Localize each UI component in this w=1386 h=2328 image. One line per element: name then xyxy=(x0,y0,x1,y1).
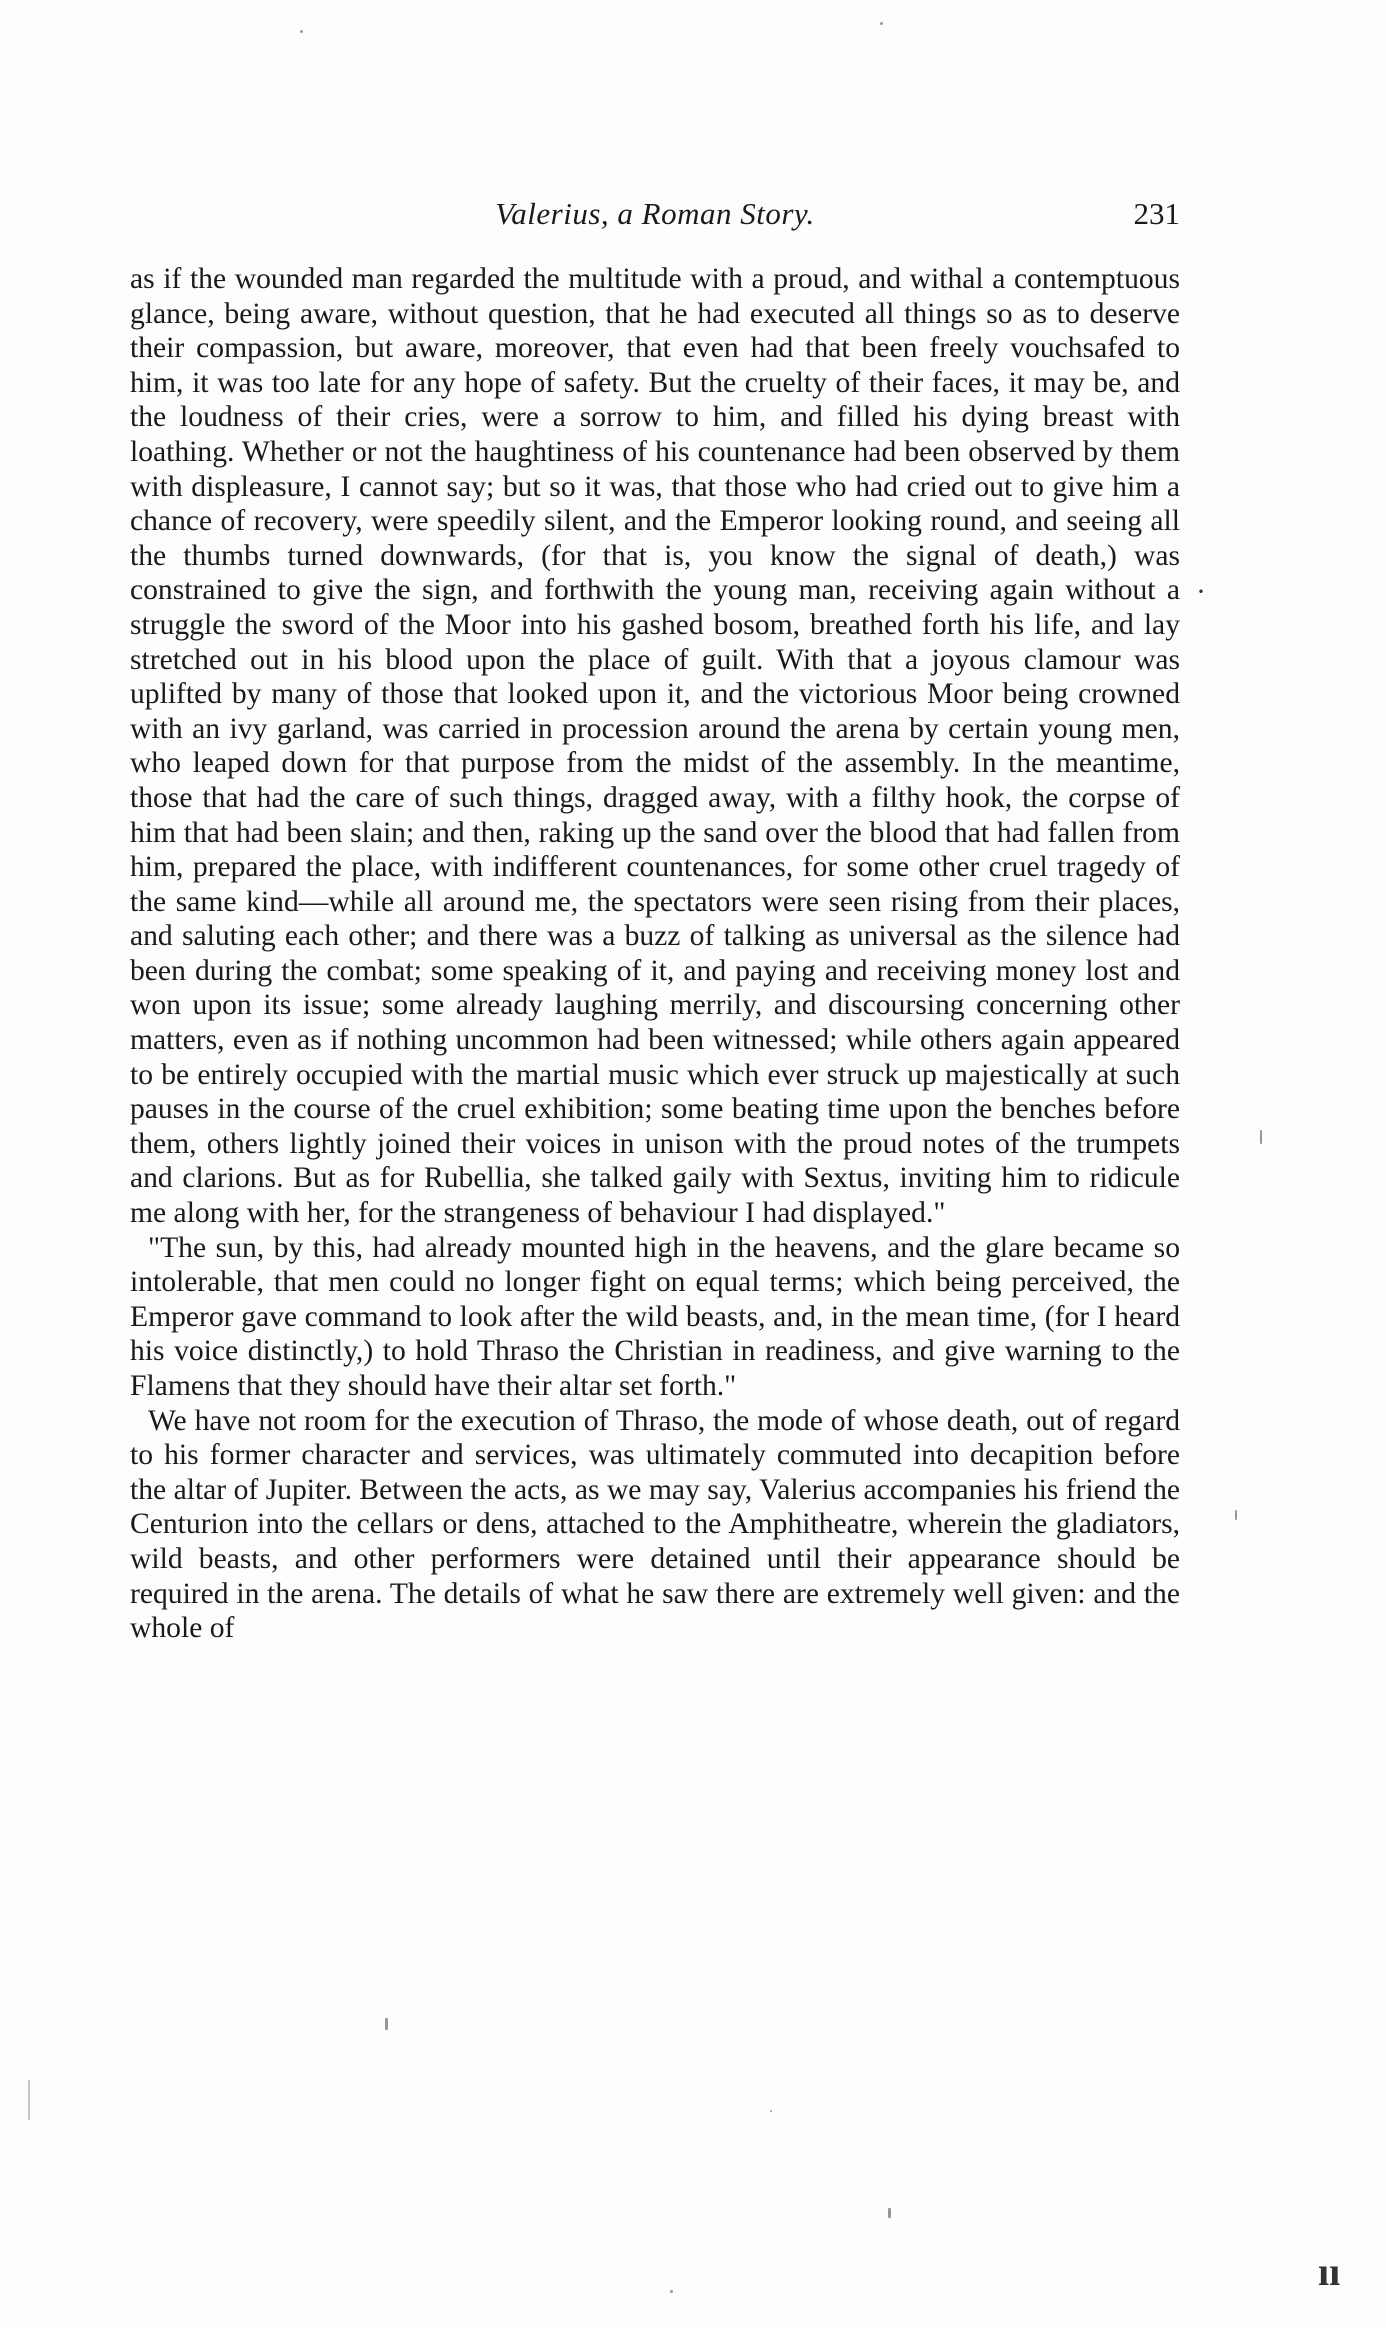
scan-speckle xyxy=(670,2290,673,2293)
page-number: 231 xyxy=(1133,196,1180,231)
paragraph-1: as if the wounded man regarded the multitude with a proud, and withal a contemptuous glance, being aware, without question, that he had executed all things so as to deserve their compassion, but aware, moreover, that even had that been freely vouchsafed to him, it was too late for any hope of safety. But the cruelty of their faces, it may be, and the loudness of their cries, were a sorrow to him, and filled his dying breast with loathing. Whether or not the haughtiness of his countenance had been observed by them with displeasure, I cannot say; but so it was, that those who had cried out to give him a chance of recovery, were speedily silent, and the Emperor looking round, and seeing all the thumbs turned downwards, (for that is, you know the signal of death,) was constrained to give the sign, and forthwith the young man, receiving again without a struggle the sword of the Moor into his gashed bosom, breathed forth his life, and lay stretched out in his blood upon the place of guilt. With that a joyous clamour was uplifted by many of those that looked upon it, and the victorious Moor being crowned with an ivy garland, was carried in procession around the arena by certain young men, who leaped down for that purpose from the midst of the assembly. In the meantime, those that had the care of such things, dragged away, with a filthy hook, the corpse of him that had been slain; and then, raking up the sand over the blood that had fallen from him, prepared the place, with indifferent countenances, for some other cruel tragedy of the same kind—while all around me, the spectators were seen rising from their places, and saluting each other; and there was a buzz of talking as universal as the silence had been during the combat; some speaking of it, and paying and receiving money lost and won upon its issue; some already laughing merrily, and discoursing concerning other matters, even as if nothing uncommon had been witnessed; while others again appeared to be entirely occupied with the martial music which ever struck up majestically at such pauses in the course of the cruel exhibition; some beating time upon the benches before them, others lightly joined their voices in unison with the proud notes of the trumpets and clarions. But as for Rubellia, she talked gaily with Sextus, inviting him to ridicule me along with her, for the strangeness of behaviour I had displayed." xyxy=(130,263,1180,1230)
scan-speckle xyxy=(770,2110,772,2112)
scan-speckle xyxy=(1235,1510,1237,1520)
scan-speckle xyxy=(888,2208,891,2218)
paragraph-3: We have not room for the execution of Thraso, the mode of whose death, out of regard to his former character and services, was ultimately commuted into decapition before the altar of Jupiter. Between the acts, as we may say, Valerius accompanies his friend the Centurion into the cellars or dens, attached to the Amphitheatre, wherein the gladiators, wild beasts, and other performers were detained until their appearance should be required in the arena. The details of what he saw there are extremely well given: and the whole of xyxy=(130,1404,1180,1645)
paragraph-2: "The sun, by this, had already mounted high in the heavens, and the glare became so intolerable, that men could no longer fight on equal terms; which being perceived, the Emperor gave command to look after the wild beasts, and, in the mean time, (for I heard his voice distinctly,) to hold Thraso the Christian in readiness, and give warning to the Flamens that they should have their altar set forth." xyxy=(130,1231,1180,1402)
scan-speckle xyxy=(28,2080,30,2120)
running-title: Valerius, a Roman Story. xyxy=(495,196,815,231)
scan-speckle xyxy=(385,2018,388,2030)
margin-mark-bottom-right: ıı xyxy=(1318,2249,1341,2294)
body-text xyxy=(130,262,1180,1646)
scan-speckle xyxy=(1260,1130,1262,1144)
running-head xyxy=(130,196,1180,246)
scan-speckle xyxy=(300,30,303,33)
scan-speckle xyxy=(880,22,883,25)
margin-mark-right: · xyxy=(1196,575,1206,608)
